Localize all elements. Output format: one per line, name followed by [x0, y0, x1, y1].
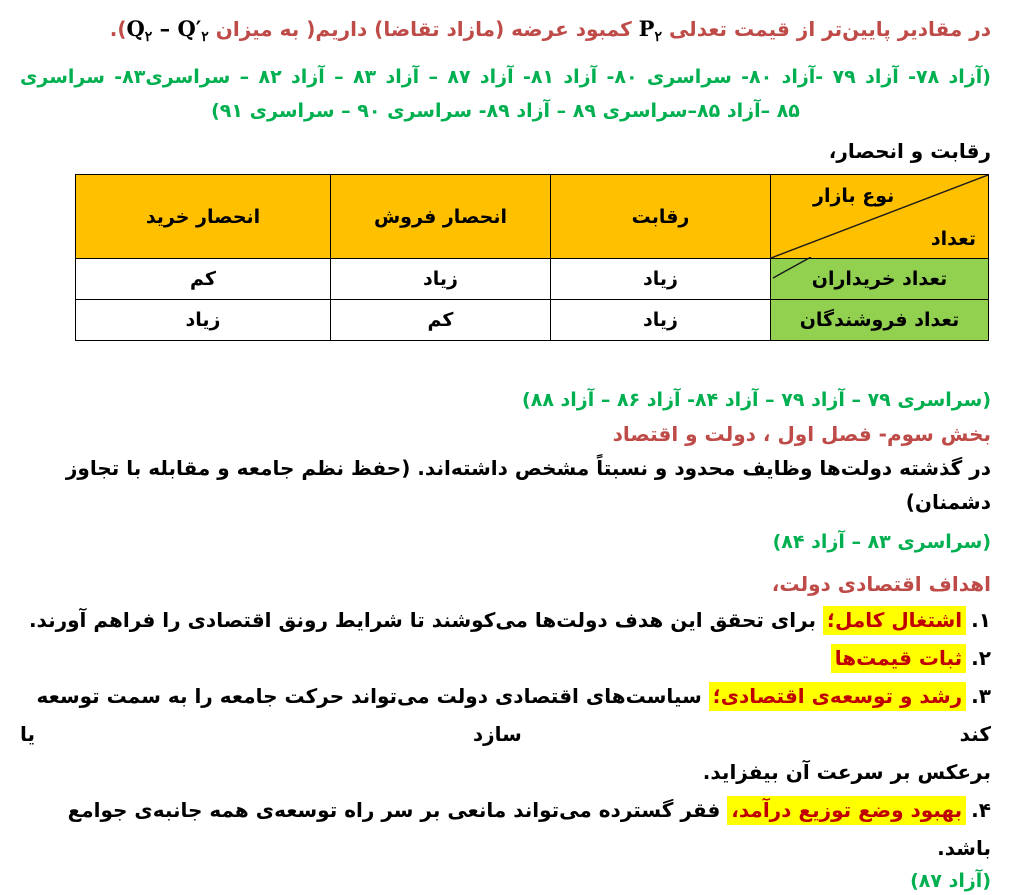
goal-item-4	[20, 791, 991, 867]
exam-ref-4: (آزاد ۸۷)	[910, 870, 991, 892]
goal-2-number: ۲.	[971, 646, 991, 670]
history-line: در گذشته دولت‌ها وظایف محدود و نسبتاً مشخص داشته‌اند. (حفظ نظم جامعه و مقابله با تجاوز دشمنان)	[65, 456, 991, 514]
price-subscript: ۲	[654, 29, 662, 46]
goal-2-highlight: ثبات قیمت‌ها	[831, 644, 966, 673]
goal-3-number: ۳.	[971, 684, 991, 708]
exam-ref-2: (سراسری ۷۹ – آزاد ۷۹ – آزاد ۸۴- آزاد ۸۶ – آزاد ۸۸)	[522, 389, 991, 411]
cell-buyers-purchase-monopoly: کم	[76, 259, 331, 300]
table-row-buyers	[76, 259, 989, 300]
col-header-sales-monopoly: انحصار فروش	[331, 175, 551, 259]
exam-ref-3: (سراسری ۸۳ – آزاد ۸۴)	[772, 531, 991, 553]
corner-label-count: تعداد	[930, 228, 976, 250]
row-label-buyers-text: تعداد خریداران	[811, 268, 948, 290]
exam-ref-1-line-2: ۸۵ –آزاد ۸۵–سراسری ۸۹ – آزاد ۸۹- سراسری ۹۰ – سراسری ۹۱)	[211, 100, 800, 122]
row-label-sellers-text: تعداد فروشندگان	[799, 309, 960, 331]
goal-item-1	[20, 601, 991, 639]
intro-text-end: ).	[109, 17, 127, 41]
cell-buyers-sales-monopoly: زیاد	[331, 259, 551, 300]
diagonal-tail	[771, 257, 813, 279]
table-header-row	[76, 175, 989, 259]
goal-4-number: ۴.	[971, 798, 991, 822]
goal-1-number: ۱.	[971, 608, 991, 632]
col-header-purchase-monopoly: انحصار خرید	[76, 175, 331, 259]
q1-base: Q	[126, 16, 145, 41]
goal-1-text: برای تحقق این هدف دولت‌ها می‌کوشند تا شرایط رونق اقتصادی را فراهم آورند.	[28, 608, 823, 632]
goal-item-2	[20, 639, 991, 677]
corner-label-market-type: نوع بازار	[813, 185, 895, 207]
goal-1-highlight: اشتغال کامل؛	[823, 606, 966, 635]
intro-text-mid: کمبود عرضه (مازاد تقاضا) داریم( به میزان	[208, 17, 639, 41]
minus-sign: –	[152, 16, 178, 41]
goal-3-highlight: رشد و توسعه‌ی اقتصادی؛	[709, 682, 966, 711]
quantity-formula	[126, 16, 209, 46]
exam-ref-1-line-1: (آزاد ۷۸- آزاد ۷۹ -آزاد ۸۰- سراسری ۸۰- آزاد ۸۱- آزاد ۸۷ – آزاد ۸۳ – آزاد ۸۲ – سراسری۸۳- سراسری	[20, 66, 991, 88]
row-label-buyers	[771, 259, 989, 300]
col-header-competition: رقابت	[551, 175, 771, 259]
price-symbol	[638, 16, 662, 46]
q2-subscript: ۲	[201, 29, 209, 46]
goal-item-3-continuation: برعکس بر سرعت آن بیفزاید.	[702, 760, 991, 784]
goal-item-3	[20, 677, 991, 753]
row-label-sellers	[771, 300, 989, 341]
intro-text-pre: در مقادیر پایین‌تر از قیمت تعدلی	[661, 17, 991, 41]
cell-buyers-competition: زیاد	[551, 259, 771, 300]
corner-cell	[771, 175, 989, 259]
goal-4-highlight: بهبود وضع توزیع درآمد،	[727, 796, 966, 825]
goals-heading: اهداف اقتصادی دولت،	[771, 572, 991, 596]
cell-sellers-competition: زیاد	[551, 300, 771, 341]
intro-line	[20, 12, 991, 46]
price-base: P	[638, 16, 655, 41]
cell-sellers-sales-monopoly: کم	[331, 300, 551, 341]
table-row-sellers	[76, 300, 989, 341]
goal-4-text: فقر گسترده می‌تواند مانعی بر سر راه توسعه‌ی همه جانبه‌ی جوامع باشد.	[67, 798, 991, 860]
goal-3-text: سیاست‌های اقتصادی دولت می‌تواند حرکت جامعه را به سمت توسعه کند سازد یا	[20, 684, 991, 746]
market-table	[75, 174, 989, 341]
competition-heading: رقابت و انحصار،	[828, 139, 991, 163]
part-heading: بخش سوم- فصل اول ، دولت و اقتصاد	[612, 422, 991, 446]
q2-base: Q′	[177, 16, 202, 41]
cell-sellers-purchase-monopoly: زیاد	[76, 300, 331, 341]
q1-subscript: ۲	[144, 29, 153, 46]
